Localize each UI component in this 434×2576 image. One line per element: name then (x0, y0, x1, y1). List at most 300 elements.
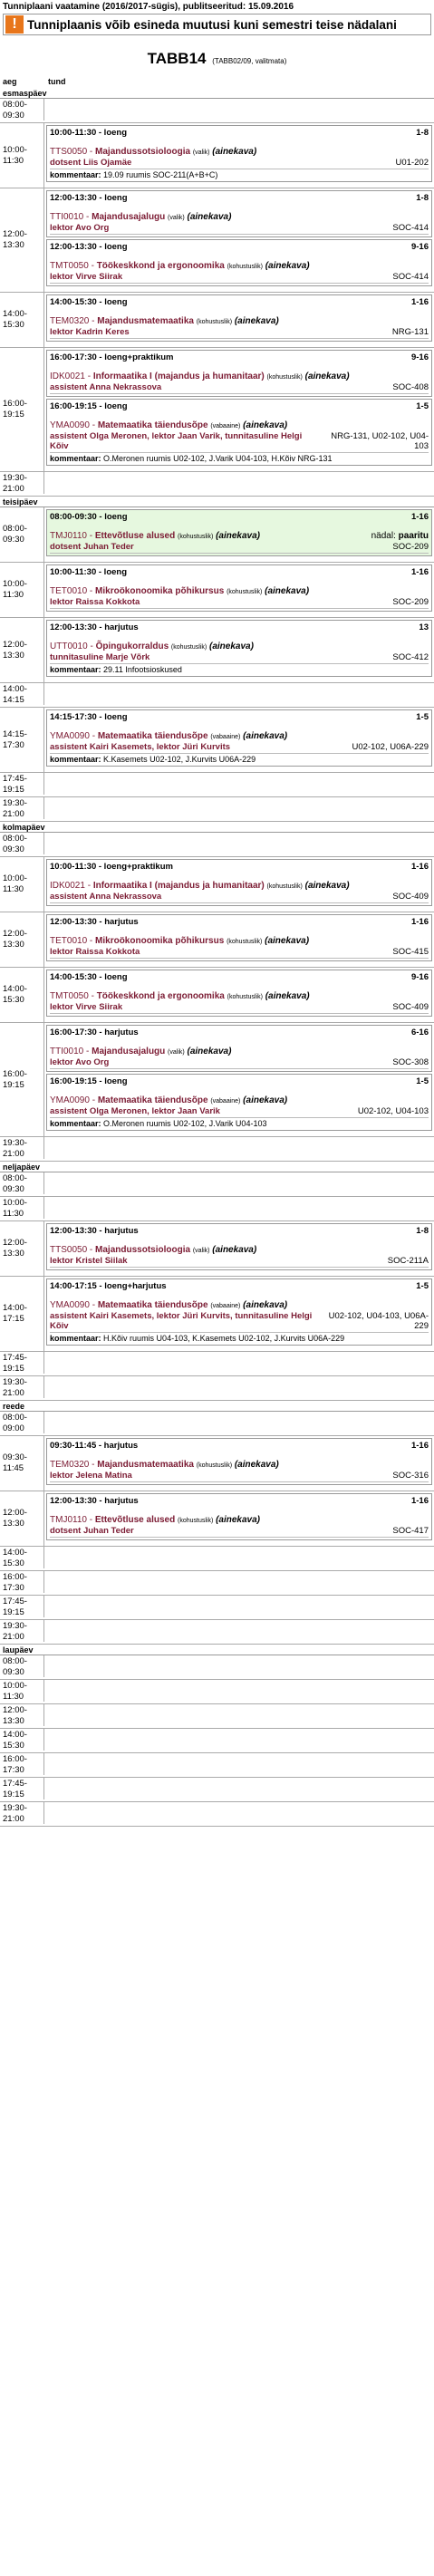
time-slot (0, 1376, 434, 1401)
course-type: (kohustuslik) (227, 994, 263, 1000)
slot-time: 19:30- 21:00 (3, 1803, 27, 1824)
course-syllabus-link[interactable]: (ainekava) (212, 1245, 257, 1255)
course-code[interactable]: YMA0090 (50, 420, 90, 430)
slot-content (43, 1221, 434, 1276)
lesson-card[interactable] (46, 1493, 432, 1540)
teacher-row (50, 271, 429, 284)
lesson-comment (50, 1118, 429, 1128)
course-type: (kohustuslik) (196, 319, 233, 325)
time-slot (0, 1352, 434, 1376)
lesson-time: 16:00-17:30 - loeng+praktikum (50, 352, 174, 362)
course-title[interactable]: Mikroökonoomika põhikursus (95, 936, 225, 946)
course-line: TEM0320 - Majandusmatemaatika (kohustuslik) (ainekava) (50, 1460, 279, 1470)
lesson-header (50, 512, 429, 522)
course-title[interactable]: Matemaatika täiendusõpe (97, 1095, 208, 1105)
course-line: YMA0090 - Matemaatika täiendusõpe (vabaaine) (ainekava) (50, 731, 288, 741)
course-code[interactable]: IDK0021 (50, 371, 85, 381)
teacher-row (50, 430, 429, 453)
slot-content (43, 1571, 434, 1593)
room: U02-102, U06A-229 (352, 742, 429, 752)
course-code[interactable]: YMA0090 (50, 1095, 90, 1105)
lesson-weeks: 1-16 (410, 1441, 429, 1451)
teacher-row (50, 651, 429, 664)
column-header (0, 77, 434, 88)
slot-time: 14:00- 15:30 (3, 984, 27, 1005)
course-type: (kohustuslik) (266, 883, 303, 890)
lesson-time: 12:00-13:30 - harjutus (50, 917, 139, 927)
course-code[interactable]: YMA0090 (50, 1300, 90, 1310)
lesson-header (50, 917, 429, 927)
time-slot (0, 1491, 434, 1547)
course-syllabus-link[interactable]: (ainekava) (243, 420, 288, 430)
slot-content (43, 1376, 434, 1398)
slot-content (43, 1352, 434, 1374)
course-syllabus-link[interactable]: (ainekava) (304, 881, 350, 891)
time-slot (0, 1547, 434, 1571)
lesson-card[interactable] (46, 1223, 432, 1270)
course-type: (kohustuslik) (170, 644, 207, 651)
slot-time: 14:00- 15:30 (3, 309, 27, 330)
comment-label: kommentaar: (50, 755, 101, 764)
teacher-row (50, 741, 429, 754)
lesson-header (50, 193, 429, 203)
teacher-name[interactable]: lektor Jelena Matina (50, 1471, 132, 1481)
course-line: YMA0090 - Matemaatika täiendusõpe (vabaaine) (ainekava) (50, 1095, 288, 1105)
lesson-header (50, 1281, 429, 1291)
course-title[interactable]: Informaatika I (majandus ja humanitaar) (92, 881, 265, 891)
teacher-name[interactable]: lektor Avo Org (50, 1057, 110, 1067)
slot-time: 17:45- 19:15 (3, 1353, 27, 1374)
course-line: TTS0050 - Majandussotsioloogia (valik) (ainekava) (50, 1245, 257, 1255)
room: SOC-412 (392, 652, 429, 662)
lesson-card[interactable] (46, 970, 432, 1017)
slot-time: 17:45- 19:15 (3, 1597, 27, 1617)
slot-content (43, 472, 434, 494)
teacher-name[interactable]: lektor Avo Org (50, 223, 110, 233)
lesson-card[interactable] (46, 709, 432, 767)
teacher-row (50, 157, 429, 169)
course-code[interactable]: TMJ0110 (50, 1515, 87, 1525)
lesson-weeks: 9-16 (410, 242, 429, 252)
course-line: YMA0090 - Matemaatika täiendusõpe (vabaaine) (ainekava) (50, 1300, 288, 1310)
room: U01-202 (395, 158, 429, 168)
lesson-header (50, 622, 429, 632)
warning-banner (3, 14, 431, 35)
teacher-row (50, 222, 429, 235)
lesson-weeks: 1-16 (410, 862, 429, 872)
lesson-card[interactable] (46, 1438, 432, 1485)
lesson-card[interactable] (46, 350, 432, 397)
slot-time: 12:00- 13:30 (3, 1238, 27, 1259)
lesson-weeks: 1-8 (416, 1226, 429, 1236)
week-parity (371, 531, 429, 541)
course-code[interactable]: UTT0010 (50, 642, 88, 651)
slot-time: 12:00- 13:30 (3, 639, 27, 661)
teacher-name[interactable]: lektor Virve Siirak (50, 272, 123, 282)
time-slot (0, 857, 434, 912)
course-title[interactable]: Mikroökonoomika põhikursus (95, 586, 225, 596)
course-title[interactable]: Majandusmatemaatika (97, 1460, 194, 1470)
room: SOC-209 (392, 597, 429, 607)
teacher-name[interactable]: dotsent Juhan Teder (50, 1526, 134, 1536)
group-name: TABB14 (147, 50, 207, 67)
slot-time: 12:00- 13:30 (3, 929, 27, 950)
day-header: kolmapäev (0, 822, 434, 833)
schedule (0, 88, 434, 1827)
course-syllabus-link[interactable]: (ainekava) (187, 212, 232, 222)
lesson-time: 14:15-17:30 - loeng (50, 712, 128, 722)
teacher-row (50, 381, 429, 394)
slot-content (43, 123, 434, 188)
lesson-header (50, 128, 429, 138)
course-line: TMJ0110 - Ettevõtluse alused (kohustuslik) (ainekava) nädal: paaritu (50, 531, 429, 541)
course-code[interactable]: TTI0010 (50, 1047, 84, 1056)
day-header: teisipäev (0, 497, 434, 507)
course-syllabus-link[interactable]: (ainekava) (304, 371, 350, 381)
time-slot (0, 1680, 434, 1704)
course-syllabus-link[interactable]: (ainekava) (243, 731, 288, 741)
comment-text: 19.09 ruumis SOC-211(A+B+C) (103, 170, 218, 179)
course-syllabus-link[interactable]: (ainekava) (243, 1095, 288, 1105)
lesson-time: 10:00-11:30 - loeng (50, 128, 128, 138)
course-code[interactable]: TET0010 (50, 936, 88, 946)
time-slot (0, 1655, 434, 1680)
course-syllabus-link[interactable]: (ainekava) (243, 1300, 288, 1310)
room: SOC-316 (392, 1471, 429, 1481)
slot-time: 08:00- 09:30 (3, 100, 27, 121)
room: SOC-414 (392, 272, 429, 282)
lesson-weeks: 1-16 (410, 1496, 429, 1506)
lesson-header (50, 567, 429, 577)
course-syllabus-link[interactable]: (ainekava) (234, 1460, 279, 1470)
course-code[interactable]: YMA0090 (50, 731, 90, 741)
slot-time: 08:00- 09:30 (3, 1173, 27, 1194)
time-slot (0, 293, 434, 348)
teacher-name[interactable]: lektor Kristel Siilak (50, 1256, 128, 1266)
time-slot (0, 708, 434, 773)
course-code[interactable]: TTS0050 (50, 147, 88, 157)
teacher-row (50, 1310, 429, 1333)
course-type: (vabaaine) (210, 1098, 241, 1105)
time-slot (0, 123, 434, 188)
lesson-header (50, 401, 429, 411)
time-slot (0, 683, 434, 708)
course-title[interactable]: Matemaatika täiendusõpe (97, 1300, 208, 1310)
course-code[interactable]: TTS0050 (50, 1245, 88, 1255)
lesson-weeks: 1-8 (416, 128, 429, 138)
slot-time: 14:00- 15:30 (3, 1730, 27, 1751)
time-slot (0, 1023, 434, 1137)
course-title[interactable]: Ettevõtluse alused (94, 1515, 176, 1525)
course-type: (vabaaine) (210, 734, 241, 740)
slot-content (43, 1023, 434, 1136)
slot-content (43, 563, 434, 617)
teacher-row (50, 1470, 429, 1482)
teacher-row (50, 1105, 429, 1118)
course-title[interactable]: Matemaatika täiendusõpe (97, 420, 208, 430)
lesson-card[interactable] (46, 914, 432, 961)
time-slot (0, 1753, 434, 1778)
slot-time: 17:45- 19:15 (3, 774, 27, 795)
lesson-time: 14:00-15:30 - loeng (50, 972, 128, 982)
lesson-time: 10:00-11:30 - loeng+praktikum (50, 862, 173, 872)
teacher-name[interactable]: assistent Kairi Kasemets, lektor Jüri Kurvits, tunnitasuline Helgi Kõiv (50, 1311, 313, 1331)
teacher-name[interactable]: lektor Raissa Kokkota (50, 947, 140, 957)
course-title[interactable]: Töökeskkond ja ergonoomika (96, 991, 225, 1001)
group-title (0, 50, 434, 72)
lesson-card[interactable] (46, 509, 432, 556)
course-title[interactable]: Majandusajalugu (92, 212, 166, 222)
teacher-row (50, 1056, 429, 1069)
course-code[interactable]: TMT0050 (50, 991, 89, 1001)
lesson-time: 16:00-19:15 - loeng (50, 401, 128, 411)
lesson-header (50, 712, 429, 722)
lesson-card[interactable] (46, 239, 432, 286)
lesson-card[interactable] (46, 620, 432, 677)
lesson-weeks: 1-16 (410, 512, 429, 522)
teacher-name[interactable]: assistent Anna Nekrassova (50, 382, 162, 392)
teacher-name[interactable]: dotsent Juhan Teder (50, 542, 134, 552)
course-code[interactable]: TET0010 (50, 586, 88, 596)
room: SOC-417 (392, 1526, 429, 1536)
time-slot (0, 1412, 434, 1436)
slot-time: 10:00- 11:30 (3, 144, 27, 166)
course-title[interactable]: Ettevõtluse alused (94, 531, 176, 541)
teacher-name[interactable]: dotsent Liis Ojamäe (50, 158, 132, 168)
slot-time: 14:00- 15:30 (3, 1548, 27, 1568)
teacher-name[interactable]: assistent Kairi Kasemets, lektor Jüri Kurvits (50, 742, 231, 752)
lesson-card[interactable] (46, 399, 432, 466)
lesson-time: 16:00-19:15 - loeng (50, 1076, 128, 1086)
time-slot (0, 1596, 434, 1620)
slot-content (43, 348, 434, 471)
lesson-comment (50, 664, 429, 674)
slot-content (43, 507, 434, 562)
week-parity-label: nädal: (371, 531, 396, 541)
slot-time: 19:30- 21:00 (3, 798, 27, 819)
time-slot (0, 507, 434, 563)
course-line: IDK0021 - Informaatika I (majandus ja humanitaar) (kohustuslik) (ainekava) (50, 371, 350, 381)
slot-content (43, 1436, 434, 1491)
slot-content (43, 1655, 434, 1677)
course-type: (kohustuslik) (227, 939, 263, 945)
warning-icon: ! (5, 15, 24, 34)
lesson-card[interactable] (46, 1278, 432, 1346)
slot-content (43, 1704, 434, 1726)
slot-content (43, 1620, 434, 1642)
slot-time: 14:00- 14:15 (3, 684, 27, 705)
teacher-row (50, 1255, 429, 1268)
course-title[interactable]: Töökeskkond ja ergonoomika (96, 261, 225, 271)
time-slot (0, 1704, 434, 1729)
lesson-card[interactable] (46, 294, 432, 342)
lesson-comment (50, 169, 429, 179)
course-type: (kohustuslik) (227, 589, 263, 595)
group-subtitle: (TABB02/09, valitmata) (212, 57, 287, 65)
course-type: (valik) (168, 1049, 185, 1056)
slot-content (43, 833, 434, 854)
teacher-row (50, 541, 429, 554)
course-code[interactable]: TMT0050 (50, 261, 89, 271)
course-title[interactable]: Informaatika I (majandus ja humanitaar) (92, 371, 265, 381)
course-line: TMT0050 - Töökeskkond ja ergonoomika (kohustuslik) (ainekava) (50, 991, 310, 1001)
course-syllabus-link[interactable]: (ainekava) (209, 642, 254, 651)
slot-time: 09:30- 11:45 (3, 1452, 27, 1473)
slot-content (43, 683, 434, 705)
time-slot (0, 1620, 434, 1645)
slot-time: 12:00- 13:30 (3, 1508, 27, 1529)
course-line: TET0010 - Mikroökonoomika põhikursus (kohustuslik) (ainekava) (50, 586, 310, 596)
teacher-name[interactable]: lektor Virve Siirak (50, 1002, 123, 1012)
comment-text: H.Kõiv ruumis U04-103, K.Kasemets U02-102, J.Kurvits U06A-229 (103, 1334, 345, 1343)
course-syllabus-link[interactable]: (ainekava) (265, 991, 310, 1001)
comment-text: K.Kasemets U02-102, J.Kurvits U06A-229 (103, 755, 256, 764)
room: U02-102, U04-103, U06A-229 (328, 1311, 429, 1331)
course-code[interactable]: TEM0320 (50, 1460, 90, 1470)
course-syllabus-link[interactable]: (ainekava) (216, 1515, 260, 1525)
course-title[interactable]: Majandussotsioloogia (95, 1245, 191, 1255)
teacher-row (50, 946, 429, 959)
slot-time: 10:00- 11:30 (3, 1681, 27, 1702)
comment-text: 29.11 Infootsioskused (103, 665, 182, 674)
day-header: laupäev (0, 1645, 434, 1655)
slot-content (43, 1729, 434, 1751)
lesson-time: 08:00-09:30 - loeng (50, 512, 128, 522)
slot-time: 19:30- 21:00 (3, 473, 27, 494)
lesson-comment (50, 754, 429, 764)
course-code[interactable]: IDK0021 (50, 881, 85, 891)
time-slot (0, 563, 434, 618)
lesson-time: 16:00-17:30 - harjutus (50, 1028, 139, 1037)
course-title[interactable]: Majandusajalugu (92, 1047, 166, 1056)
slot-content (43, 1277, 434, 1351)
time-slot (0, 912, 434, 968)
course-line: TET0010 - Mikroökonoomika põhikursus (kohustuslik) (ainekava) (50, 936, 310, 946)
teacher-name[interactable]: assistent Olga Meronen, lektor Jaan Varik (50, 1106, 220, 1116)
lesson-card[interactable] (46, 125, 432, 182)
room: U02-102, U04-103 (357, 1106, 429, 1116)
time-slot (0, 797, 434, 822)
course-syllabus-link[interactable]: (ainekava) (234, 316, 279, 326)
teacher-row (50, 596, 429, 609)
lesson-card[interactable] (46, 1025, 432, 1072)
lesson-header (50, 297, 429, 307)
course-type: (kohustuslik) (177, 1518, 214, 1524)
lesson-weeks: 9-16 (410, 972, 429, 982)
slot-time: 12:00- 13:30 (3, 1705, 27, 1726)
column-time: aeg (3, 77, 17, 86)
time-slot (0, 1137, 434, 1162)
slot-time: 08:00- 09:30 (3, 524, 27, 545)
teacher-name[interactable]: assistent Olga Meronen, lektor Jaan Varik, tunnitasuline Helgi Kõiv (50, 431, 303, 451)
teacher-name[interactable]: assistent Anna Nekrassova (50, 892, 162, 902)
slot-time: 10:00- 11:30 (3, 1198, 27, 1219)
slot-content (43, 1680, 434, 1702)
teacher-name[interactable]: lektor Kadrin Keres (50, 327, 130, 337)
course-title[interactable]: Majandussotsioloogia (95, 147, 191, 157)
teacher-name[interactable]: lektor Raissa Kokkota (50, 597, 140, 607)
teacher-row (50, 1525, 429, 1538)
course-type: (kohustuslik) (266, 374, 303, 381)
day-header: neljapäev (0, 1162, 434, 1172)
course-syllabus-link[interactable]: (ainekava) (265, 261, 310, 271)
teacher-name[interactable]: tunnitasuline Marje Võrk (50, 652, 150, 662)
slot-content (43, 708, 434, 772)
course-title[interactable]: Matemaatika täiendusõpe (97, 731, 208, 741)
slot-content (43, 1491, 434, 1546)
lesson-weeks: 13 (419, 622, 429, 632)
lesson-header (50, 1028, 429, 1037)
comment-label: kommentaar: (50, 454, 101, 463)
slot-time: 16:00- 17:30 (3, 1754, 27, 1775)
lesson-time: 14:00-15:30 - loeng (50, 297, 128, 307)
course-syllabus-link[interactable]: (ainekava) (265, 936, 310, 946)
day-header: reede (0, 1401, 434, 1412)
lesson-header (50, 352, 429, 362)
day-header: esmaspäev (0, 88, 434, 99)
course-syllabus-link[interactable]: (ainekava) (265, 586, 310, 596)
slot-time: 19:30- 21:00 (3, 1621, 27, 1642)
course-title[interactable]: Õpingukorraldus (95, 642, 169, 651)
course-code[interactable]: TEM0320 (50, 316, 90, 326)
lesson-comment (50, 453, 429, 463)
slot-content (43, 618, 434, 682)
lesson-comment (50, 1333, 429, 1343)
lesson-time: 12:00-13:30 - harjutus (50, 1226, 139, 1236)
course-syllabus-link[interactable]: (ainekava) (212, 147, 257, 157)
course-type: (valik) (192, 150, 210, 156)
slot-content (43, 1137, 434, 1159)
room: SOC-414 (392, 223, 429, 233)
time-slot (0, 1729, 434, 1753)
course-code[interactable]: TMJ0110 (50, 531, 87, 541)
slot-time: 08:00- 09:30 (3, 834, 27, 854)
course-type: (kohustuslik) (177, 534, 214, 540)
room: SOC-209 (392, 542, 429, 552)
course-syllabus-link[interactable]: (ainekava) (216, 531, 260, 541)
course-title[interactable]: Majandusmatemaatika (97, 316, 194, 326)
comment-text: O.Meronen ruumis U02-102, J.Varik U04-103, H.Kõiv NRG-131 (103, 454, 333, 463)
room: SOC-415 (392, 947, 429, 957)
time-slot (0, 1221, 434, 1277)
course-line: TTI0010 - Majandusajalugu (valik) (ainekava) (50, 1047, 232, 1056)
lesson-weeks: 1-5 (416, 1076, 429, 1086)
lesson-card[interactable] (46, 859, 432, 906)
slot-content (43, 1802, 434, 1824)
lesson-card[interactable] (46, 1074, 432, 1131)
course-code[interactable]: TTI0010 (50, 212, 84, 222)
time-slot (0, 472, 434, 497)
lesson-time: 12:00-13:30 - harjutus (50, 622, 139, 632)
teacher-row (50, 1001, 429, 1014)
lesson-card[interactable] (46, 564, 432, 612)
time-slot (0, 1436, 434, 1491)
comment-label: kommentaar: (50, 665, 101, 674)
time-slot (0, 1197, 434, 1221)
lesson-weeks: 9-16 (410, 352, 429, 362)
lesson-weeks: 1-8 (416, 193, 429, 203)
time-slot (0, 618, 434, 683)
lesson-time: 10:00-11:30 - loeng (50, 567, 128, 577)
comment-label: kommentaar: (50, 1119, 101, 1128)
room: SOC-409 (392, 892, 429, 902)
slot-time: 19:30- 21:00 (3, 1377, 27, 1398)
lesson-time: 12:00-13:30 - harjutus (50, 1496, 139, 1506)
course-syllabus-link[interactable]: (ainekava) (187, 1047, 232, 1056)
course-line: UTT0010 - Õpingukorraldus (kohustuslik) (ainekava) (50, 642, 254, 651)
lesson-weeks: 1-16 (410, 567, 429, 577)
lesson-card[interactable] (46, 190, 432, 237)
